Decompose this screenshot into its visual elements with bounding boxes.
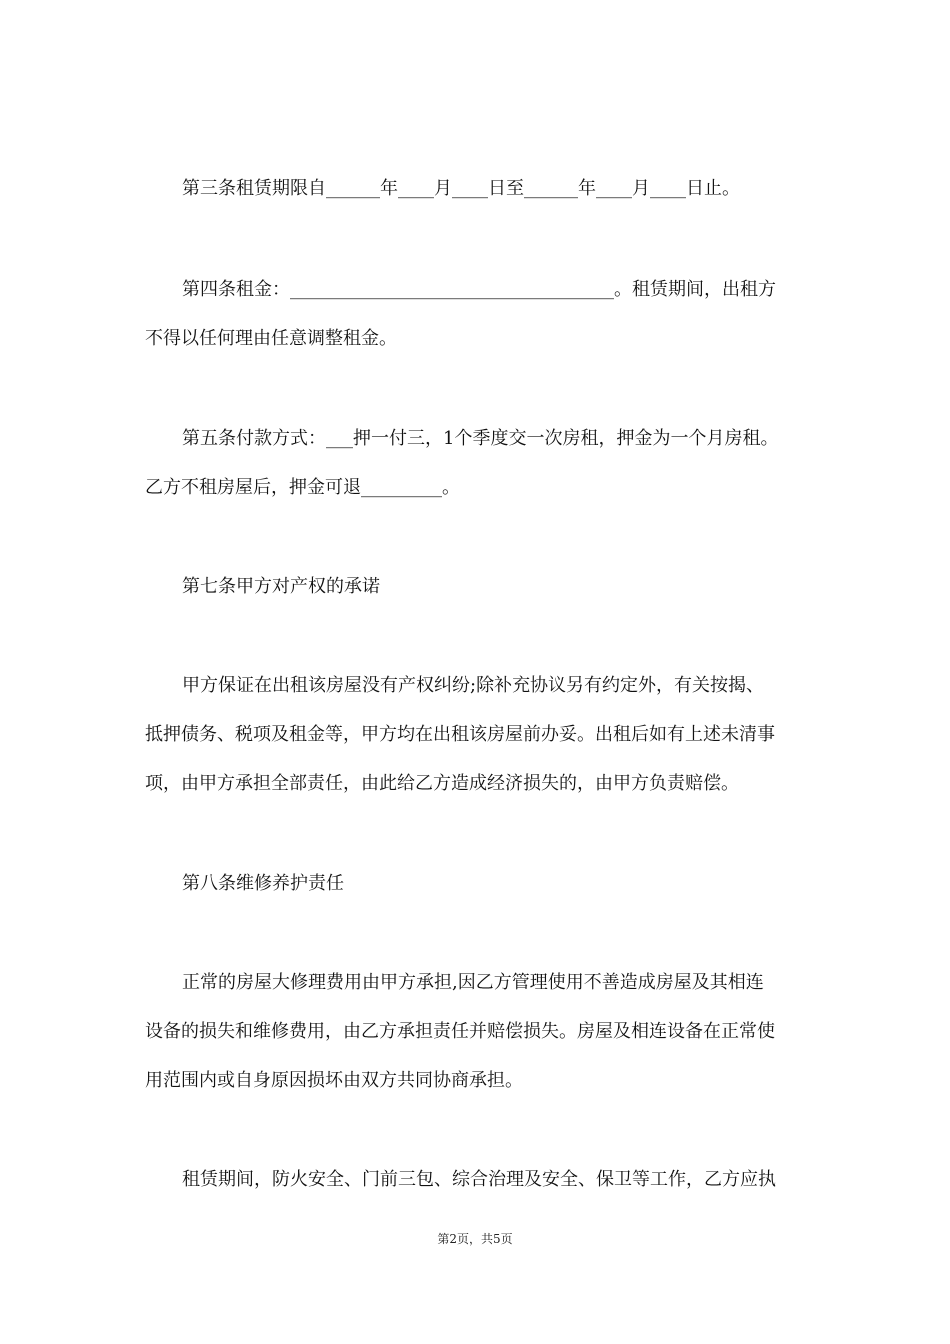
clause-7-heading: 第七条甲方对产权的承诺 — [182, 576, 380, 597]
clause-5-payment-line-1: 第五条付款方式：___押一付三，1个季度交一次房租，押金为一个月房租。 — [182, 428, 779, 449]
clause-8-body-line-2: 设备的损失和维修费用，由乙方承担责任并赔偿损失。房屋及相连设备在正常使 — [145, 1021, 775, 1042]
clause-7-body-line-2: 抵押债务、税项及租金等，甲方均在出租该房屋前办妥。出租后如有上述未清事 — [145, 724, 775, 745]
clause-3-lease-term: 第三条租赁期限自______年____月____日至______年____月____日止。 — [182, 178, 740, 199]
lease-period-duties-line-1: 租赁期间，防火安全、门前三包、综合治理及安全、保卫等工作，乙方应执 — [182, 1169, 776, 1190]
page-number-footer: 第2页，共5页 — [437, 1232, 513, 1246]
clause-7-body-line-1: 甲方保证在出租该房屋没有产权纠纷;除补充协议另有约定外，有关按揭、 — [182, 675, 765, 696]
clause-4-rent-line-1: 第四条租金：____________________________________。租赁期间，出租方 — [182, 279, 776, 300]
clause-4-rent-line-2: 不得以任何理由任意调整租金。 — [145, 328, 397, 349]
clause-7-body-line-3: 项，由甲方承担全部责任，由此给乙方造成经济损失的，由甲方负责赔偿。 — [145, 773, 739, 794]
clause-5-payment-line-2: 乙方不租房屋后，押金可退_________。 — [145, 477, 460, 498]
clause-8-body-line-1: 正常的房屋大修理费用由甲方承担,因乙方管理使用不善造成房屋及其相连 — [182, 972, 764, 993]
clause-8-heading: 第八条维修养护责任 — [182, 873, 344, 894]
clause-8-body-line-3: 用范围内或自身原因损坏由双方共同协商承担。 — [145, 1070, 523, 1091]
